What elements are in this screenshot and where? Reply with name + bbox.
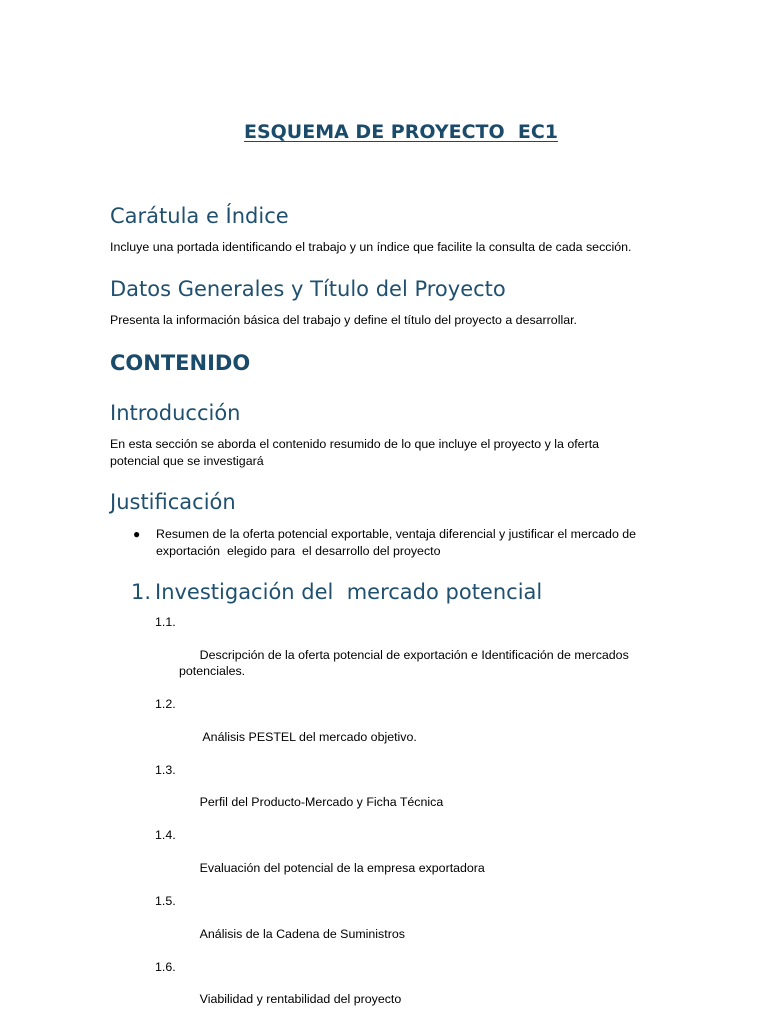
list-item-number: 1.5.: [155, 893, 176, 908]
bullet-icon: ●: [133, 527, 141, 541]
list-item-number: 1.3.: [155, 762, 176, 777]
list-item: [155, 893, 675, 959]
list-item-number: 1.4.: [155, 828, 176, 843]
list-item: [155, 696, 675, 762]
list-item-text: Evaluación del potencial de la empresa exportadora: [199, 861, 485, 876]
document-title: ESQUEMA DE PROYECTO EC1: [243, 121, 558, 143]
list-item-text: Perfil del Producto-Mercado y Ficha Técnica: [199, 795, 444, 810]
list-item: [155, 959, 675, 1024]
caratula-heading: Carátula e Índice: [110, 204, 289, 228]
list-item-number: 1.2.: [155, 697, 176, 712]
list-item-text: Descripción de la oferta potencial de exportación e Identificación de mercados potenciales.: [179, 647, 633, 679]
justificacion-heading: Justificación: [110, 490, 236, 514]
list-item-number: 1.6.: [155, 959, 176, 974]
contenido-heading: CONTENIDO: [110, 351, 251, 375]
list-item: [155, 762, 675, 828]
list-item-text: Análisis de la Cadena de Suministros: [199, 926, 405, 941]
list-item-number: 1.1.: [155, 615, 176, 629]
list-item: [155, 827, 675, 893]
section1-number: 1.: [131, 580, 152, 604]
caratula-text: Incluye una portada identificando el trabajo y un índice que facilite la consulta de cada sección.: [110, 240, 632, 254]
introduccion-text: En esta sección se aborda el contenido resumido de lo que incluye el proyecto y la oferta potencial que se investigará: [110, 437, 600, 468]
list-item-text: Análisis PESTEL del mercado objetivo.: [199, 729, 417, 744]
datos-text: Presenta la información básica del trabajo y define el título del proyecto a desarrollar.: [110, 313, 577, 327]
list-item-text: Viabilidad y rentabilidad del proyecto: [199, 992, 402, 1007]
datos-heading: Datos Generales y Título del Proyecto: [110, 277, 506, 301]
list-item: [155, 614, 675, 696]
introduccion-heading: Introducción: [110, 401, 241, 425]
section1-heading-text: Investigación del mercado potencial: [155, 580, 543, 604]
section1-sublist: [155, 614, 675, 1024]
section1-heading: [131, 580, 542, 604]
justificacion-bullet-text: Resumen de la oferta potencial exportable, ventaja diferencial y justificar el mercado de exportación elegido para el desarrollo del proyecto: [156, 527, 640, 558]
